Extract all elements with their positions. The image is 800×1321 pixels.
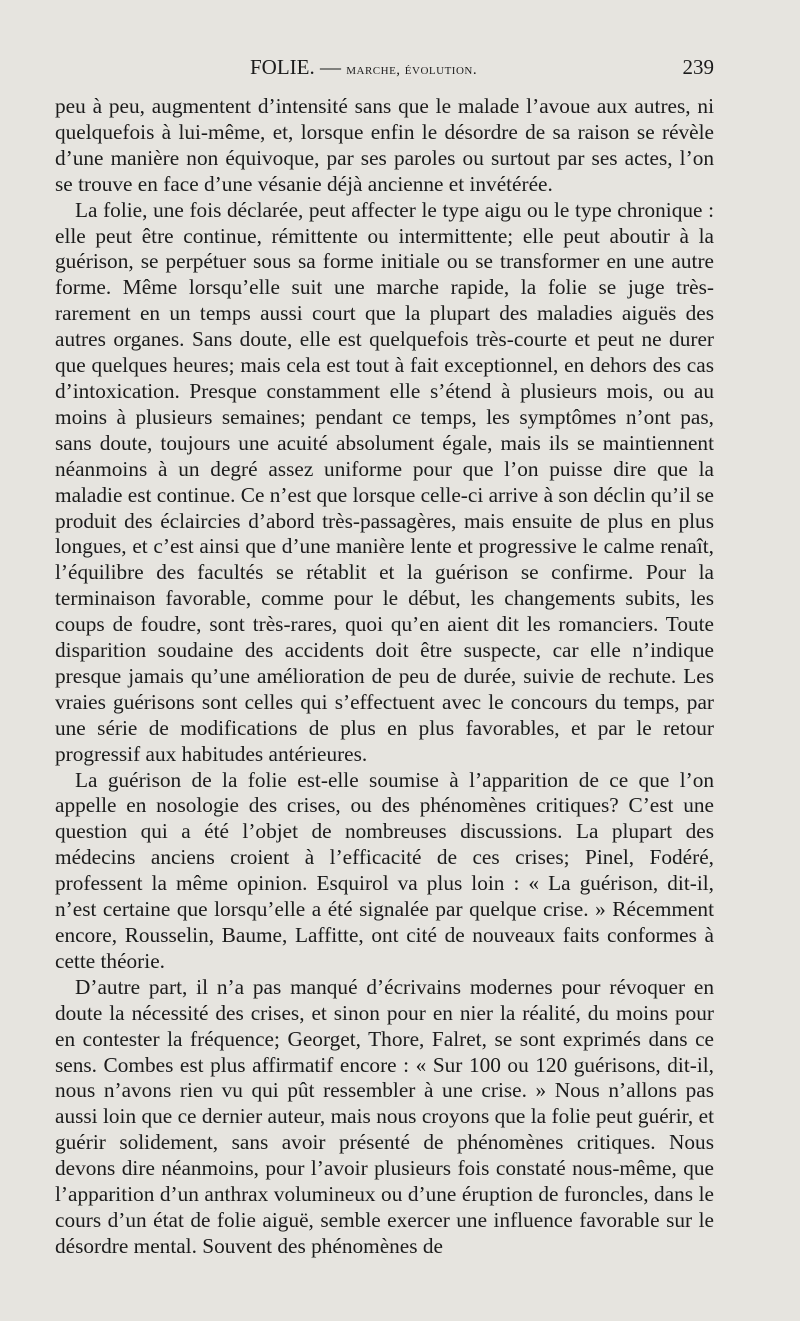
- running-title-subtitle: marche, évolution.: [346, 62, 478, 78]
- paragraph-continued: peu à peu, augmentent d’intensité sans que le malade l’avoue aux autres, ni quelquefois à lui-même, et, lorsque enfin le désordre de sa raison se révèle d’une manière non équivoque, par ses paroles ou surtout par ses actes, l’on se trouve en face d’une vésanie déjà ancienne et invétérée.: [55, 94, 714, 196]
- page-number: 239: [682, 55, 714, 79]
- paragraph: La guérison de la folie est-elle soumise à l’apparition de ce que l’on appelle en nosologie des crises, ou des phénomènes critiques? C’est une question qui a été l’objet de nombreuses discussions. La plupart des médecins anciens croient à l’efficacité de ces crises; Pinel, Fodéré, professent la même opinion. Esquirol va plus loin : « La guérison, dit-il, n’est certaine que lorsqu’elle a été signalée par quelque crise. » Récemment encore, Rousselin, Baume, Laffitte, ont cité de nouveaux faits conformes à cette théorie.: [55, 767, 714, 973]
- running-head: [55, 0, 714, 94]
- running-title: [250, 52, 477, 85]
- running-title-dash: —: [314, 55, 347, 79]
- paragraph: D’autre part, il n’a pas manqué d’écrivains modernes pour révoquer en doute la nécessité des crises, et sinon pour en nier la réalité, du moins pour en contester la fréquence; Georget, Thore, Falret, se sont exprimés dans ce sens. Combes est plus affirmatif encore : « Sur 100 ou 120 guérisons, dit-il, nous n’avons rien vu qui pût ressembler à une crise. » Nous n’allons pas aussi loin que ce dernier auteur, mais nous croyons que la folie peut guérir, et guérir solidement, sans avoir présenté de phénomènes critiques. Nous devons dire néanmoins, pour l’avoir plusieurs fois constaté nous-même, que l’apparition d’un anthrax volumineux ou d’une éruption de furoncles, dans le cours d’un état de folie aiguë, semble exercer une influence favorable sur le désordre mental. Souvent des phénomènes de: [55, 974, 714, 1258]
- paragraph: La folie, une fois déclarée, peut affecter le type aigu ou le type chronique : elle peut être continue, rémittente ou intermittente; elle peut aboutir à la guérison, se perpétuer sous sa forme initiale ou se transformer en une autre forme. Même lorsqu’elle suit une marche rapide, la folie se juge très-rarement en un temps aussi court que la plupart des maladies aiguës des autres organes. Sans doute, elle est quelquefois très-courte et peut ne durer que quelques heures; mais cela est tout à fait exceptionnel, en dehors des cas d’intoxication. Presque constamment elle s’étend à plusieurs mois, ou au moins à plusieurs semaines; pendant ce temps, les symptômes n’ont pas, sans doute, toujours une acuité absolument égale, mais ils se maintiennent néanmoins à un degré assez uniforme pour que l’on puisse dire que la maladie est continue. Ce n’est que lorsque celle-ci arrive à son déclin qu’il se produit des éclaircies d’abord très-passagères, mais ensuite de plus en plus longues, et c’est ainsi que d’une manière lente et progressive le calme renaît, l’équilibre des facultés se rétablit et la guérison se confirme. Pour la terminaison favorable, comme pour le début, les changements subits, les coups de foudre, sont très-rares, quoi qu’en aient dit les romanciers. Toute disparition soudaine des accidents doit être suspecte, car elle n’indique presque jamais qu’une amélioration de peu de durée, suivie de rechute. Les vraies guérisons sont celles qui s’effectuent avec le concours du temps, par une série de modifications de plus en plus favorables, et par le retour progressif aux habitudes antérieures.: [55, 197, 714, 766]
- running-title-main: FOLIE.: [250, 55, 315, 79]
- body-text: [55, 94, 714, 1260]
